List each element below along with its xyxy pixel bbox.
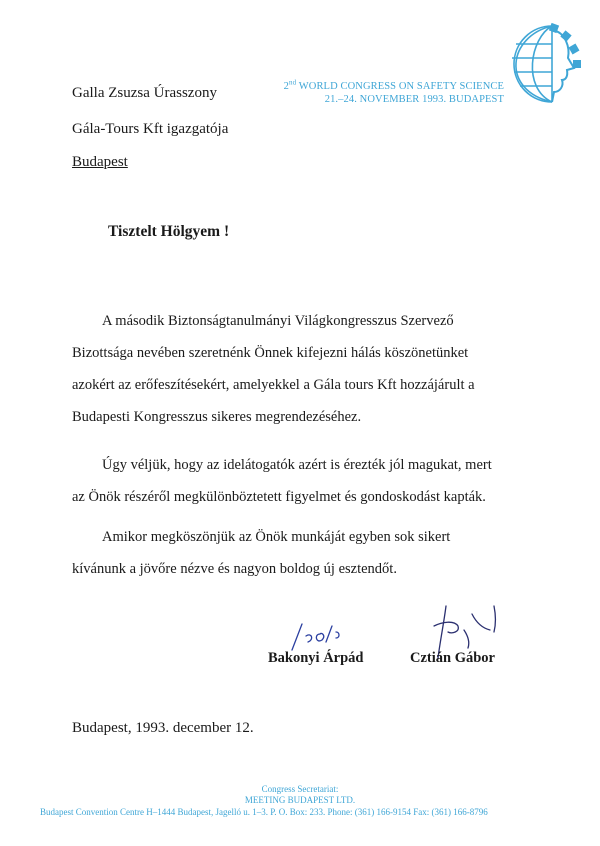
body-line: Amikor megköszönjük az Önök munkáját egyben sok sikert [102, 529, 451, 545]
recipient-city: Budapest [72, 154, 128, 170]
footer-company: MEETING BUDAPEST LTD. [244, 795, 356, 805]
body-line: Bizottsága nevében szeretnénk Önnek kifejezni hálás köszönetünket [72, 345, 469, 361]
footer-secretariat-label: Congress Secretariat: [261, 784, 339, 794]
body-paragraph-3 [72, 521, 542, 585]
body-line: az Önök részéről megkülönböztetett figyelmet és gondoskodást kapták. [72, 489, 486, 505]
body-line: kívánunk a jövőre nézve és nagyon boldog új esztendőt. [72, 561, 397, 577]
signatory-name-2: Cztián Gábor [410, 650, 495, 666]
recipient-name: Galla Zsuzsa Úrasszony [72, 85, 217, 101]
body-line: Úgy véljük, hogy az idelátogatók azért is érezték jól magukat, mert [102, 457, 492, 473]
recipient-position: Gála-Tours Kft igazgatója [72, 121, 229, 137]
salutation: Tisztelt Hölgyem ! [108, 223, 230, 240]
body-paragraph-2 [72, 449, 542, 513]
body-line: A második Biztonságtanulmányi Világkongresszus Szervező [102, 313, 454, 329]
body-line: Budapesti Kongresszus sikeres megrendezéséhez. [72, 409, 362, 425]
signature-1 [286, 620, 356, 654]
congress-title: 2nd WORLD CONGRESS ON SAFETY SCIENCE 21.–24. NOVEMBER 1993. BUDAPEST [283, 78, 504, 105]
footer-address: Budapest Convention Centre H–1444 Budapest, Jagelló u. 1–3. P. O. Box: 233. Phone: (361) 166-9154 Fax: (361) 166-8796 [40, 807, 488, 817]
congress-dates: 21.–24. NOVEMBER 1993. BUDAPEST [324, 94, 504, 105]
body-paragraph-1 [72, 305, 542, 433]
signatory-name-1: Bakonyi Árpád [268, 650, 364, 666]
body-line: azokért az erőfeszítésekért, amelyekkel a Gála tours Kft hozzájárult a [72, 377, 475, 393]
letter-date: Budapest, 1993. december 12. [72, 720, 254, 736]
